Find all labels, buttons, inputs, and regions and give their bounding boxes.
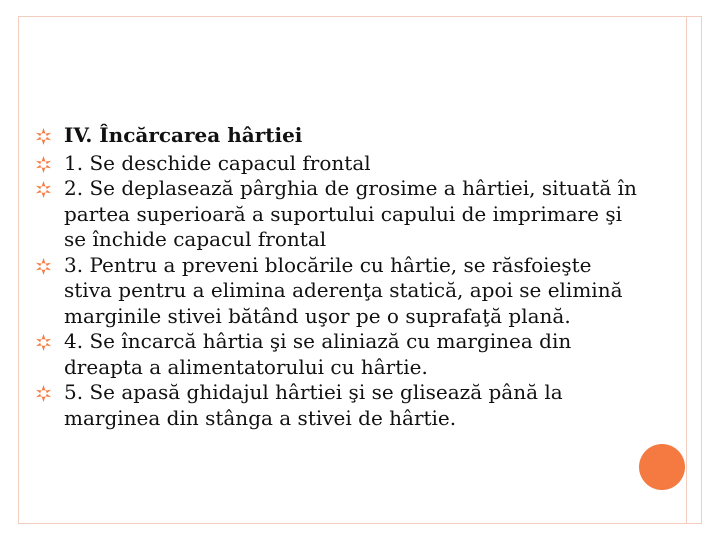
list-item bbox=[34, 253, 644, 330]
flower-bullet-icon bbox=[34, 180, 53, 199]
flower-bullet-icon bbox=[34, 333, 53, 352]
list-item bbox=[34, 176, 644, 253]
slide-title: IV. Încărcarea hârtiei bbox=[64, 123, 303, 147]
list-item-text: 2. Se deplasează pârghia de grosime a hârtiei, situată în partea superioară a suportului capului de imprimare şi se închide capacul frontal bbox=[64, 176, 637, 251]
list-item bbox=[34, 151, 644, 177]
slide-title-item bbox=[34, 123, 644, 149]
slide-content bbox=[34, 123, 644, 431]
flower-bullet-icon bbox=[34, 257, 53, 276]
flower-bullet-icon bbox=[34, 127, 53, 146]
flower-bullet-icon bbox=[34, 155, 53, 174]
list-item-text: 4. Se încarcă hârtia şi se aliniază cu marginea din dreapta a alimentatorului cu hârtie. bbox=[64, 329, 572, 379]
flower-bullet-icon bbox=[34, 384, 53, 403]
list-item bbox=[34, 329, 644, 380]
list-item bbox=[34, 380, 644, 431]
slide-side-line bbox=[686, 16, 687, 524]
list-item-text: 5. Se apasă ghidajul hârtiei şi se glisează până la marginea din stânga a stivei de hârtie. bbox=[64, 380, 563, 430]
list-item-text: 3. Pentru a preveni blocările cu hârtie, se răsfoieşte stiva pentru a elimina aderenţa statică, apoi se elimină marginile stivei bătând uşor pe o suprafaţă plană. bbox=[64, 252, 623, 328]
list-item-text: 1. Se deschide capacul frontal bbox=[64, 150, 371, 175]
decorative-circle bbox=[639, 444, 685, 490]
